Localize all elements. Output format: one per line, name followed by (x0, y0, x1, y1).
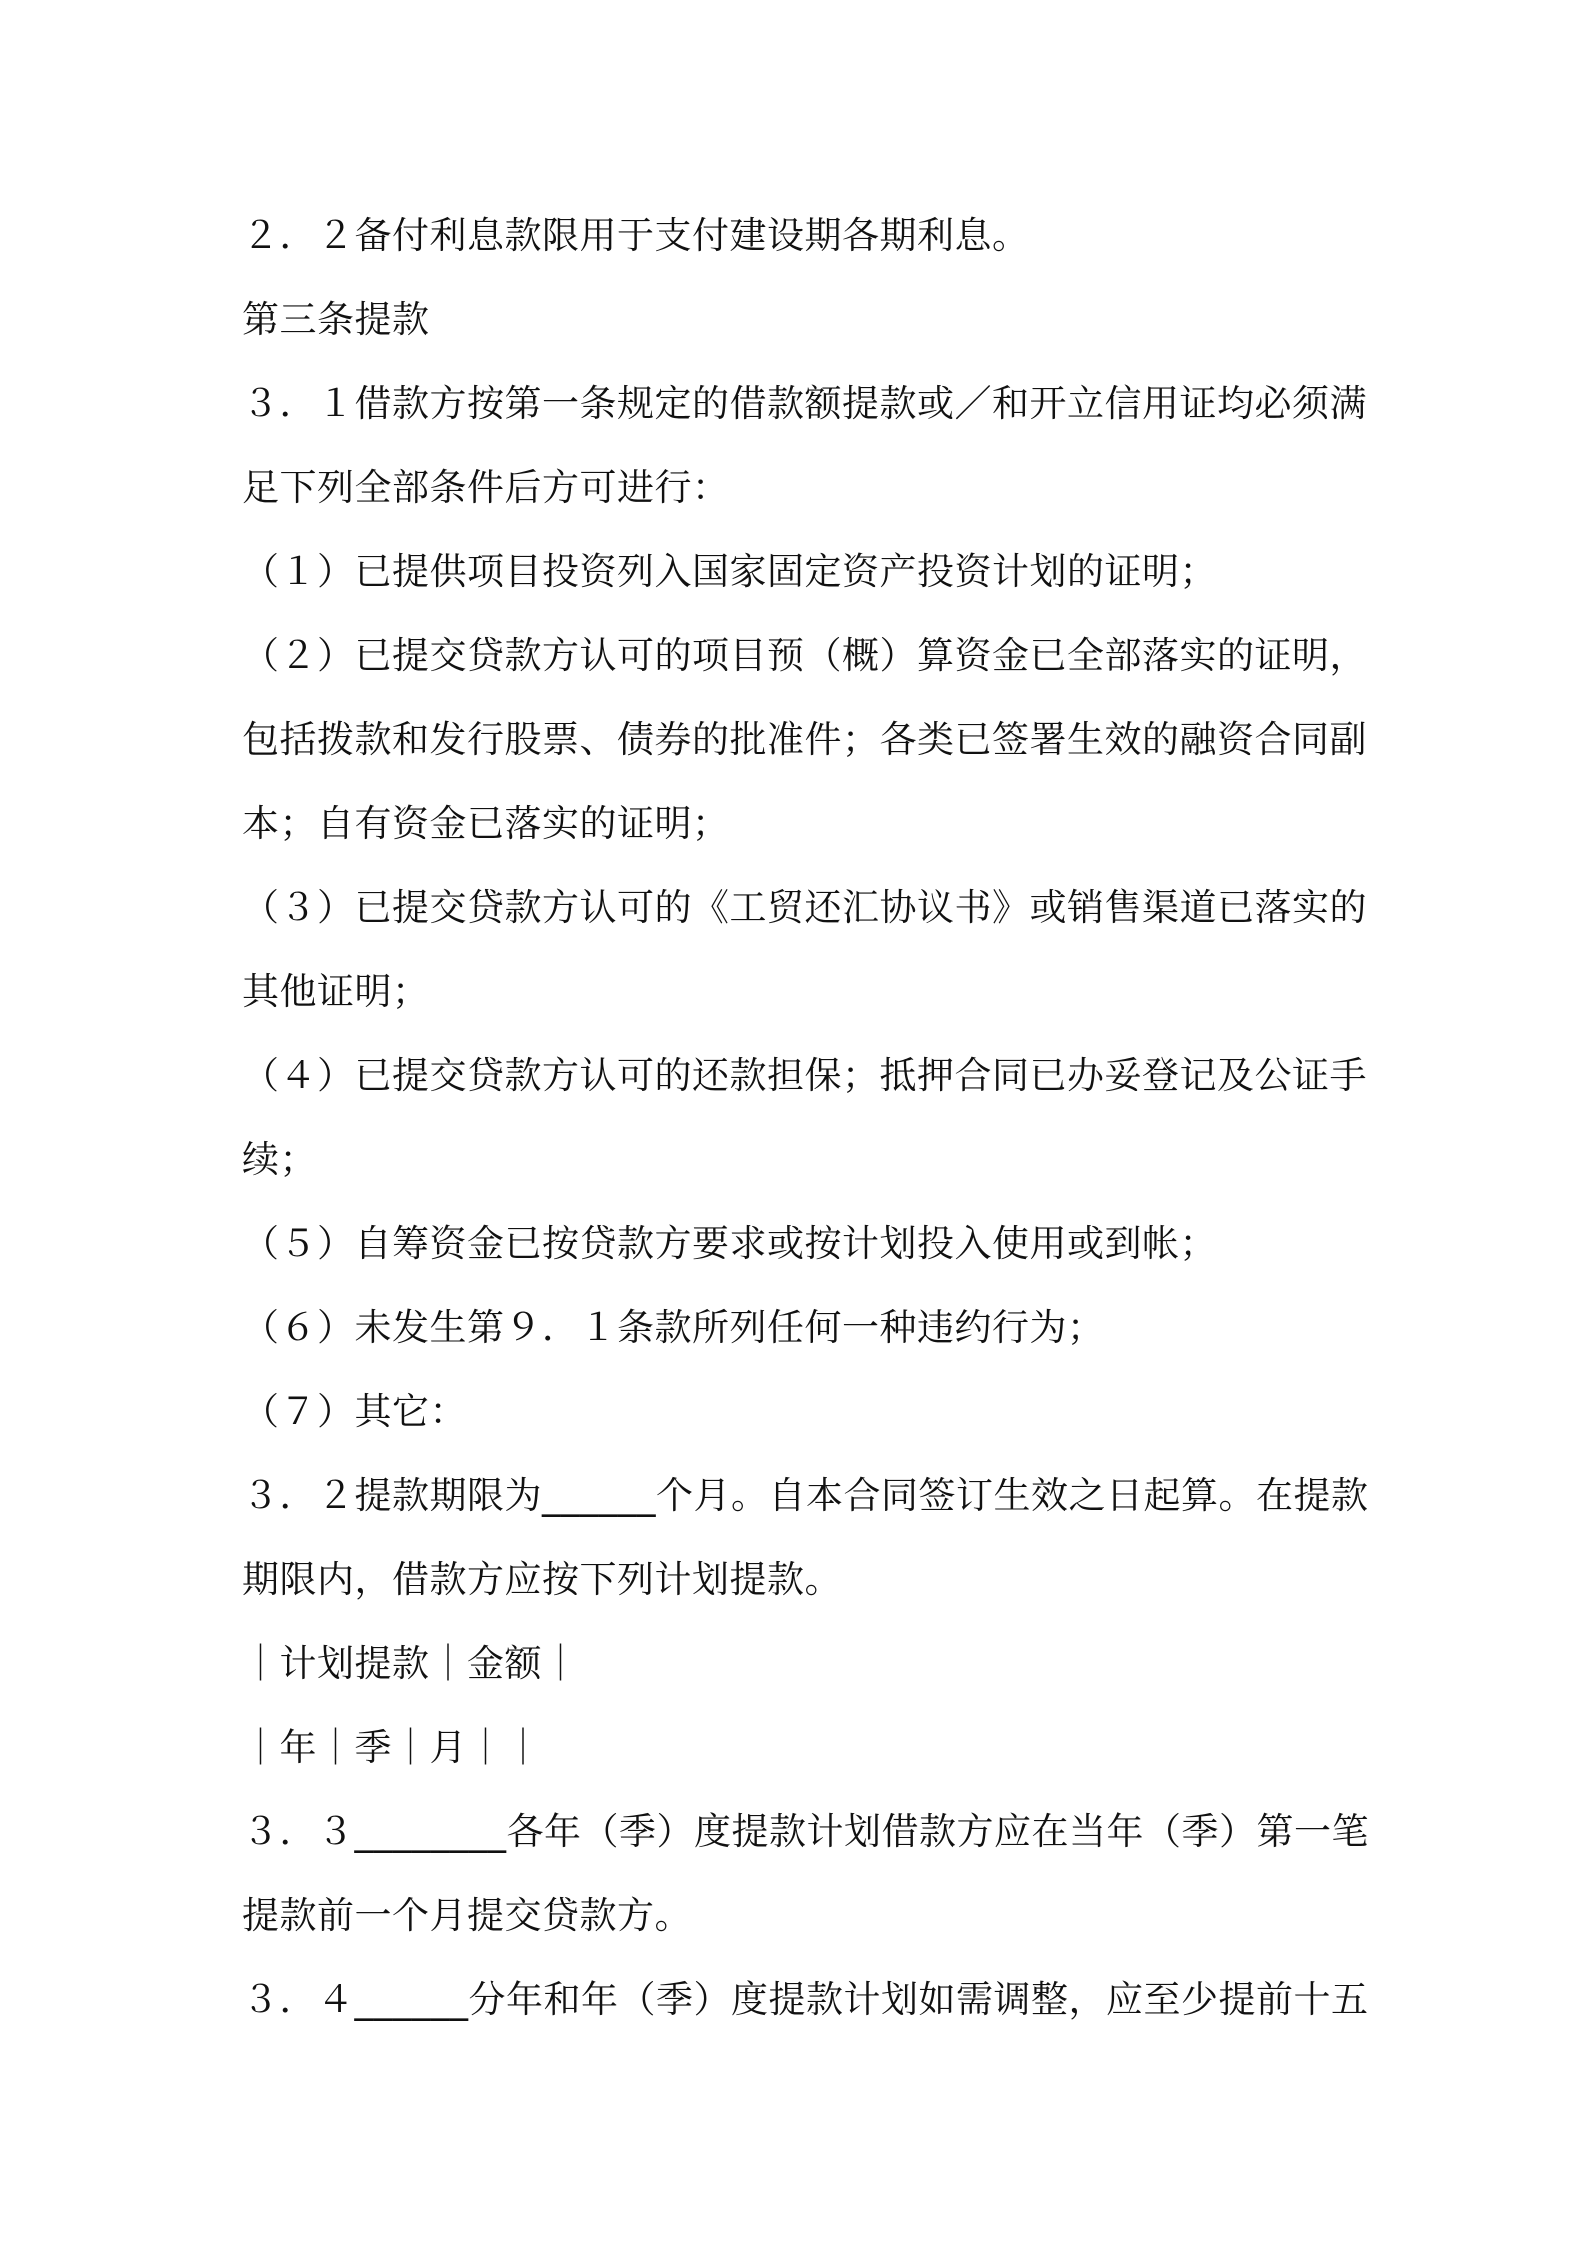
condition-2-line-2: 包括拨款和发行股票、债券的批准件；各类已签署生效的融资合同副 (242, 718, 1367, 761)
condition-6-line: （６）未发生第９．１条款所列任何一种违约行为； (242, 1306, 1105, 1349)
clause-2-2-line: ２．２备付利息款限用于支付建设期各期利息。 (242, 214, 1030, 257)
clause-3-1-line-1: ３．１借款方按第一条规定的借款额提款或／和开立信用证均必须满 (242, 382, 1367, 425)
clause-3-3-line-2: 提款前一个月提交贷款方。 (242, 1894, 692, 1937)
condition-5-line: （５）自筹资金已按贷款方要求或按计划投入使用或到帐； (242, 1222, 1217, 1265)
clause-3-2-line-1: ３．２提款期限为______个月。自本合同签订生效之日起算。在提款 (242, 1474, 1369, 1517)
clause-3-4-line-1: ３．４______分年和年（季）度提款计划如需调整，应至少提前十五 (242, 1978, 1369, 2021)
plan-table-header-row: ｜计划提款｜金额｜ (242, 1642, 580, 1685)
condition-7-line: （７）其它： (242, 1390, 467, 1433)
clause-3-3-line-1: ３．３________各年（季）度提款计划借款方应在当年（季）第一笔 (242, 1810, 1369, 1853)
condition-3-line-1: （３）已提交贷款方认可的《工贸还汇协议书》或销售渠道已落实的 (242, 886, 1367, 929)
condition-2-line-1: （２）已提交贷款方认可的项目预（概）算资金已全部落实的证明， (242, 634, 1367, 677)
condition-4-line-2: 续； (242, 1138, 317, 1181)
clause-3-1-line-2: 足下列全部条件后方可进行： (242, 466, 730, 509)
condition-4-line-1: （４）已提交贷款方认可的还款担保；抵押合同已办妥登记及公证手 (242, 1054, 1367, 1097)
condition-1-line: （１）已提供项目投资列入国家固定资产投资计划的证明； (242, 550, 1217, 593)
condition-3-line-2: 其他证明； (242, 970, 430, 1013)
article-3-heading: 第三条提款 (242, 298, 430, 341)
clause-3-2-line-2: 期限内，借款方应按下列计划提款。 (242, 1558, 842, 1601)
plan-table-subheader-row: ｜年｜季｜月｜｜ (242, 1726, 542, 1769)
condition-2-line-3: 本；自有资金已落实的证明； (242, 802, 730, 845)
contract-text-body (242, 194, 1369, 2042)
